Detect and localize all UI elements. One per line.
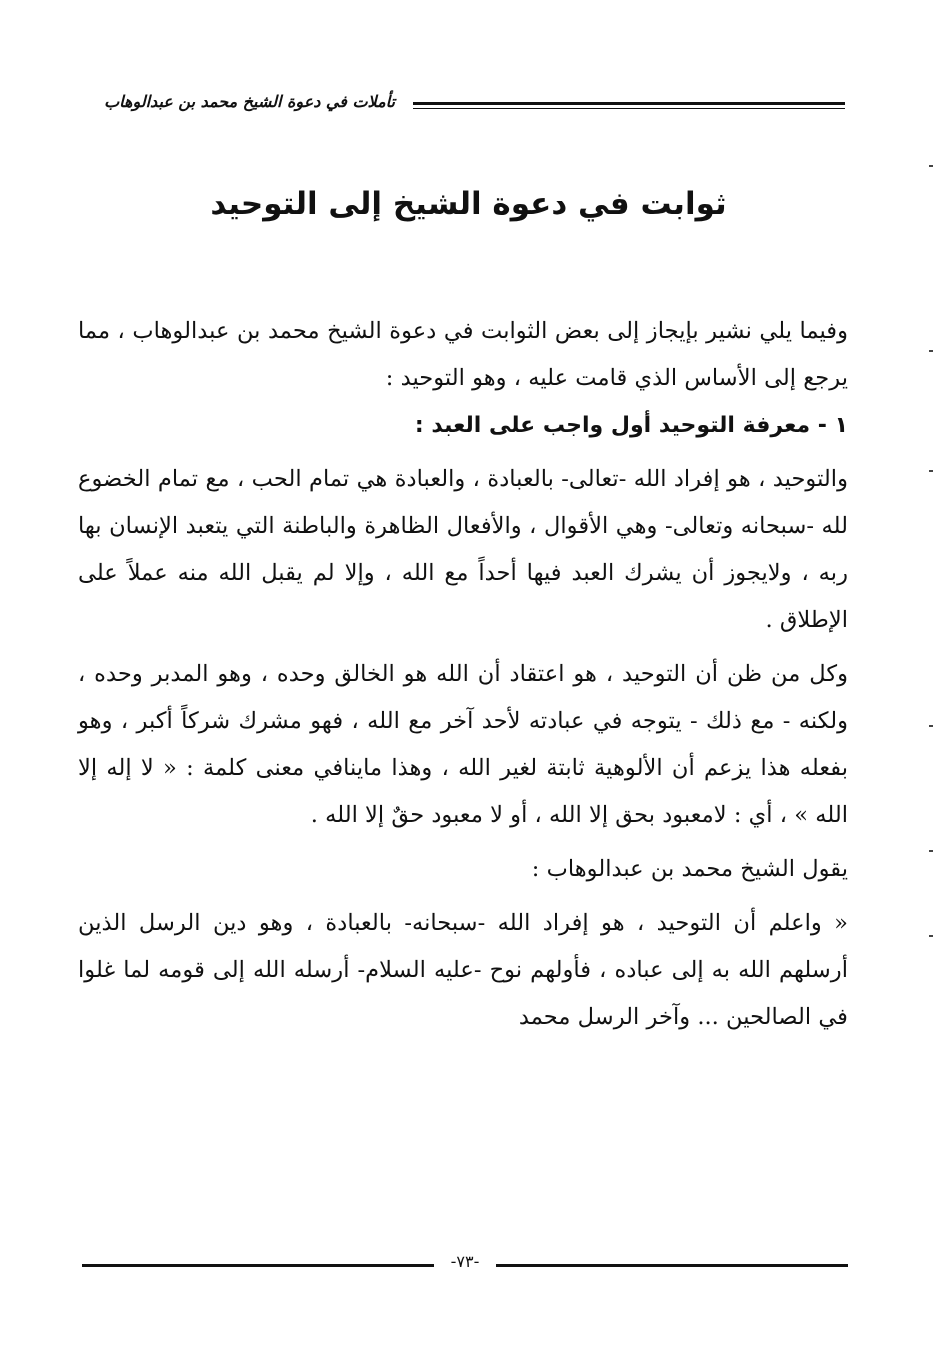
header-rule xyxy=(413,102,845,105)
quote-paragraph: « واعلم أن التوحيد ، هو إفراد الله -سبحانه- بالعبادة ، وهو دين الرسل الذين أرسلهم الله به إلى عباده ، فأولهم نوح -عليه السلام- أرسله الله إلى قومه لما غلوا في الصالحين ... وآخر الرسل محمد xyxy=(78,910,848,1030)
section-heading: ١ - معرفة التوحيد أول واجب على العبد : xyxy=(414,413,848,438)
chapter-title: ثوابت في دعوة الشيخ إلى التوحيد xyxy=(210,186,727,222)
margin-mark xyxy=(929,470,933,472)
body-paragraph: وكل من ظن أن التوحيد ، هو اعتقاد أن الله هو الخالق وحده ، وهو المدبر وحده ، ولكنه - مع ذلك - يتوجه في عبادته لأحد آخر مع الله ، فهو مشرك شركاً أكبر ، وهو بفعله هذا يزعم أن الألوهية ثابتة لغير الله ، وهذا ماينافي معنى كلمة : « لا إله إلا الله » ، أي : لامعبود بحق إلا الله ، أو لا معبود حقٌ إلا الله . xyxy=(78,661,848,828)
margin-mark xyxy=(929,165,933,167)
body-text xyxy=(78,308,848,1041)
page-footer xyxy=(82,1252,848,1276)
header-rule-thin xyxy=(413,108,845,109)
margin-mark xyxy=(929,725,933,727)
body-paragraph: والتوحيد ، هو إفراد الله -تعالى- بالعبادة ، والعبادة هي تمام الحب ، مع تمام الخضوع لله -سبحانه وتعالى- وهي الأقوال ، والأفعال الظاهرة والباطنة التي يتعبد الإنسان بها ربه ، ولايجوز أن يشرك العبد فيها أحداً مع الله ، وإلا لم يقبل الله منه عملاً على الإطلاق . xyxy=(78,466,848,633)
margin-mark xyxy=(929,350,933,352)
margin-mark xyxy=(929,935,933,937)
footer-rule-left xyxy=(82,1264,434,1267)
running-header xyxy=(78,90,845,120)
page-number: -٧٣- xyxy=(450,1252,480,1271)
quote-intro: يقول الشيخ محمد بن عبدالوهاب : xyxy=(531,856,848,882)
intro-paragraph: وفيما يلي نشير بإيجاز إلى بعض الثوابت في دعوة الشيخ محمد بن عبدالوهاب ، مما يرجع إلى الأساس الذي قامت عليه ، وهو التوحيد : xyxy=(78,318,848,391)
footer-rule-right xyxy=(496,1264,848,1267)
running-header-title: تأملات في دعوة الشيخ محمد بن عبدالوهاب xyxy=(104,92,395,111)
margin-mark xyxy=(929,850,933,852)
